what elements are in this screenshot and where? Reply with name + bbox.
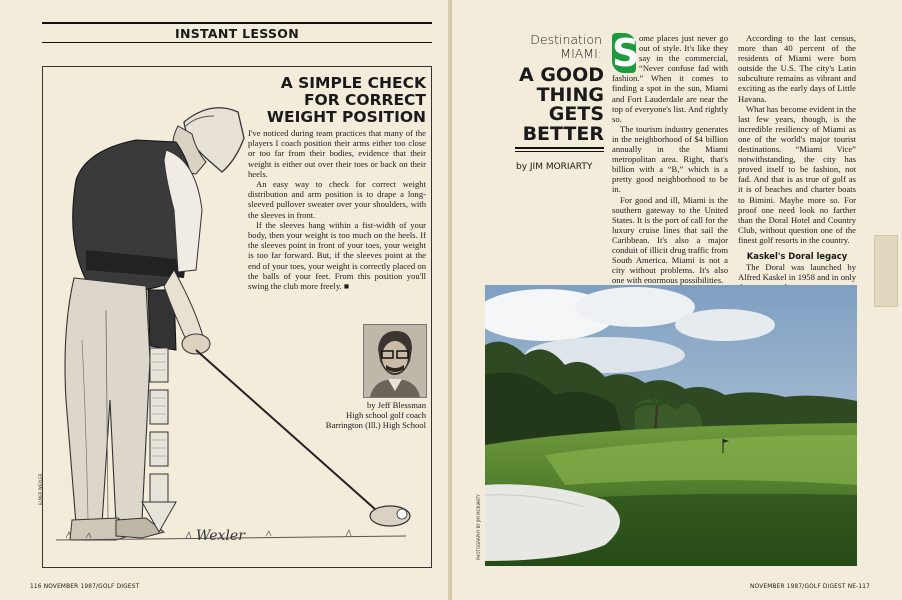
section-bottom-rule <box>42 42 432 43</box>
page-edge-tab <box>874 235 898 307</box>
headline-line: A SIMPLE CHECK <box>280 74 426 92</box>
article-title <box>498 66 604 144</box>
article-paragraph: For good and ill, Miami is the southern gateway to the United States. It is the port of call for the luxury cruise lines that sail the Caribbean. It's also a major conduit of illicit drug traffic from South America. Miami is not a city without problems. It's also one with enormous possibilities. <box>612 194 728 286</box>
article-paragraph: The tourism industry generates in the neighborhood of $4 billion annually in the Miami metropolitan area. Right, that's billion with a “B,” which is a pretty good neighborhood to be in. <box>612 123 728 195</box>
destination-kicker <box>512 33 602 60</box>
drop-cap: S <box>612 31 640 75</box>
kicker-line: MIAMI: <box>560 45 602 61</box>
headline-line: WEIGHT POSITION <box>266 108 426 126</box>
article-paragraph: ome places just never go out of style. It's like they say in the commercial, “Never confuse fad with fashion.” When it comes to finding a spot in the sun, Miami and Fort Lauderdale are near the top of everyone's list. And rightly so. <box>612 33 728 124</box>
section-top-rule <box>42 22 432 24</box>
photo-credit: PHOTOGRAPHY BY JIM MORIARTY <box>476 494 481 560</box>
article-paragraph: According to the last census, more than 40 percent of the residents of Miami were born outside the U.S. The city's Latin subculture remains as vibrant and exciting as the early days of Little Havana. <box>738 33 856 104</box>
golf-course-photo <box>485 285 857 566</box>
byline-line: High school golf coach <box>346 410 426 420</box>
article-paragraph: What has become evident in the last few years, though, is the incredible resiliency of Miami as one of the world's major tourist destinations. “Miami Vice” notwithstanding, the city has proved itself to be fashion, not fad. And that is as true of golf as it is of beaches and charter boats to Bimini. Maybe more so. For proof one need look no farther than the Doral Hotel and Country Club, without question one of the finest golf resorts in the country. <box>738 103 857 245</box>
lesson-paragraph: If the sleeves hang within a fist-width of your body, then your weight is too much on the heels. If the sleeves point in front of your toes, your weight is too far forward. But, if the sleeves point at the end of your toes, your weight is correctly placed on the balls of your feet. From this position you'll swing the club more freely. ■ <box>248 219 426 292</box>
article-paragraph: The Doral was launched by Alfred Kaskel in 1958 and in only <box>738 262 856 283</box>
artist-credit: ELMER WEXLER <box>38 473 43 505</box>
section-label: INSTANT LESSON <box>175 26 299 41</box>
byline-line: by Jeff Blessman <box>366 400 426 410</box>
author-photo <box>363 324 427 398</box>
byline-line: Barrington (Ill.) High School <box>325 420 426 430</box>
article-subhead: Kaskel's Doral legacy <box>746 250 848 261</box>
lesson-headline <box>250 75 426 126</box>
kicker-line: Destination <box>530 32 602 47</box>
article-byline: by JIM MORIARTY <box>516 162 593 172</box>
lesson-paragraph: An easy way to check for correct weight distribution and arm position is to drape a long-sleeved pullover sweater over your shoulders, with the sleeves in front. <box>248 179 426 220</box>
lesson-paragraph: I've noticed during team practices that many of the players I coach position their arms either too close or too far from their bodies, evidence that their weight is either out over their toes or back on their heels. <box>248 128 426 179</box>
folio-left: 116 NOVEMBER 1987/GOLF DIGEST <box>30 584 140 590</box>
folio-right: NOVEMBER 1987/GOLF DIGEST NE-117 <box>750 584 871 590</box>
title-line: BETTER <box>522 122 604 145</box>
title-line: GETS <box>548 103 604 125</box>
title-rule-thin <box>515 151 604 152</box>
title-rule <box>515 147 604 149</box>
lesson-body <box>248 128 426 291</box>
headline-line: FOR CORRECT <box>303 91 426 109</box>
title-line: A GOOD <box>519 64 604 86</box>
title-line: THING <box>536 83 604 106</box>
lesson-byline <box>250 400 426 430</box>
artist-signature: Wexler <box>196 528 245 544</box>
